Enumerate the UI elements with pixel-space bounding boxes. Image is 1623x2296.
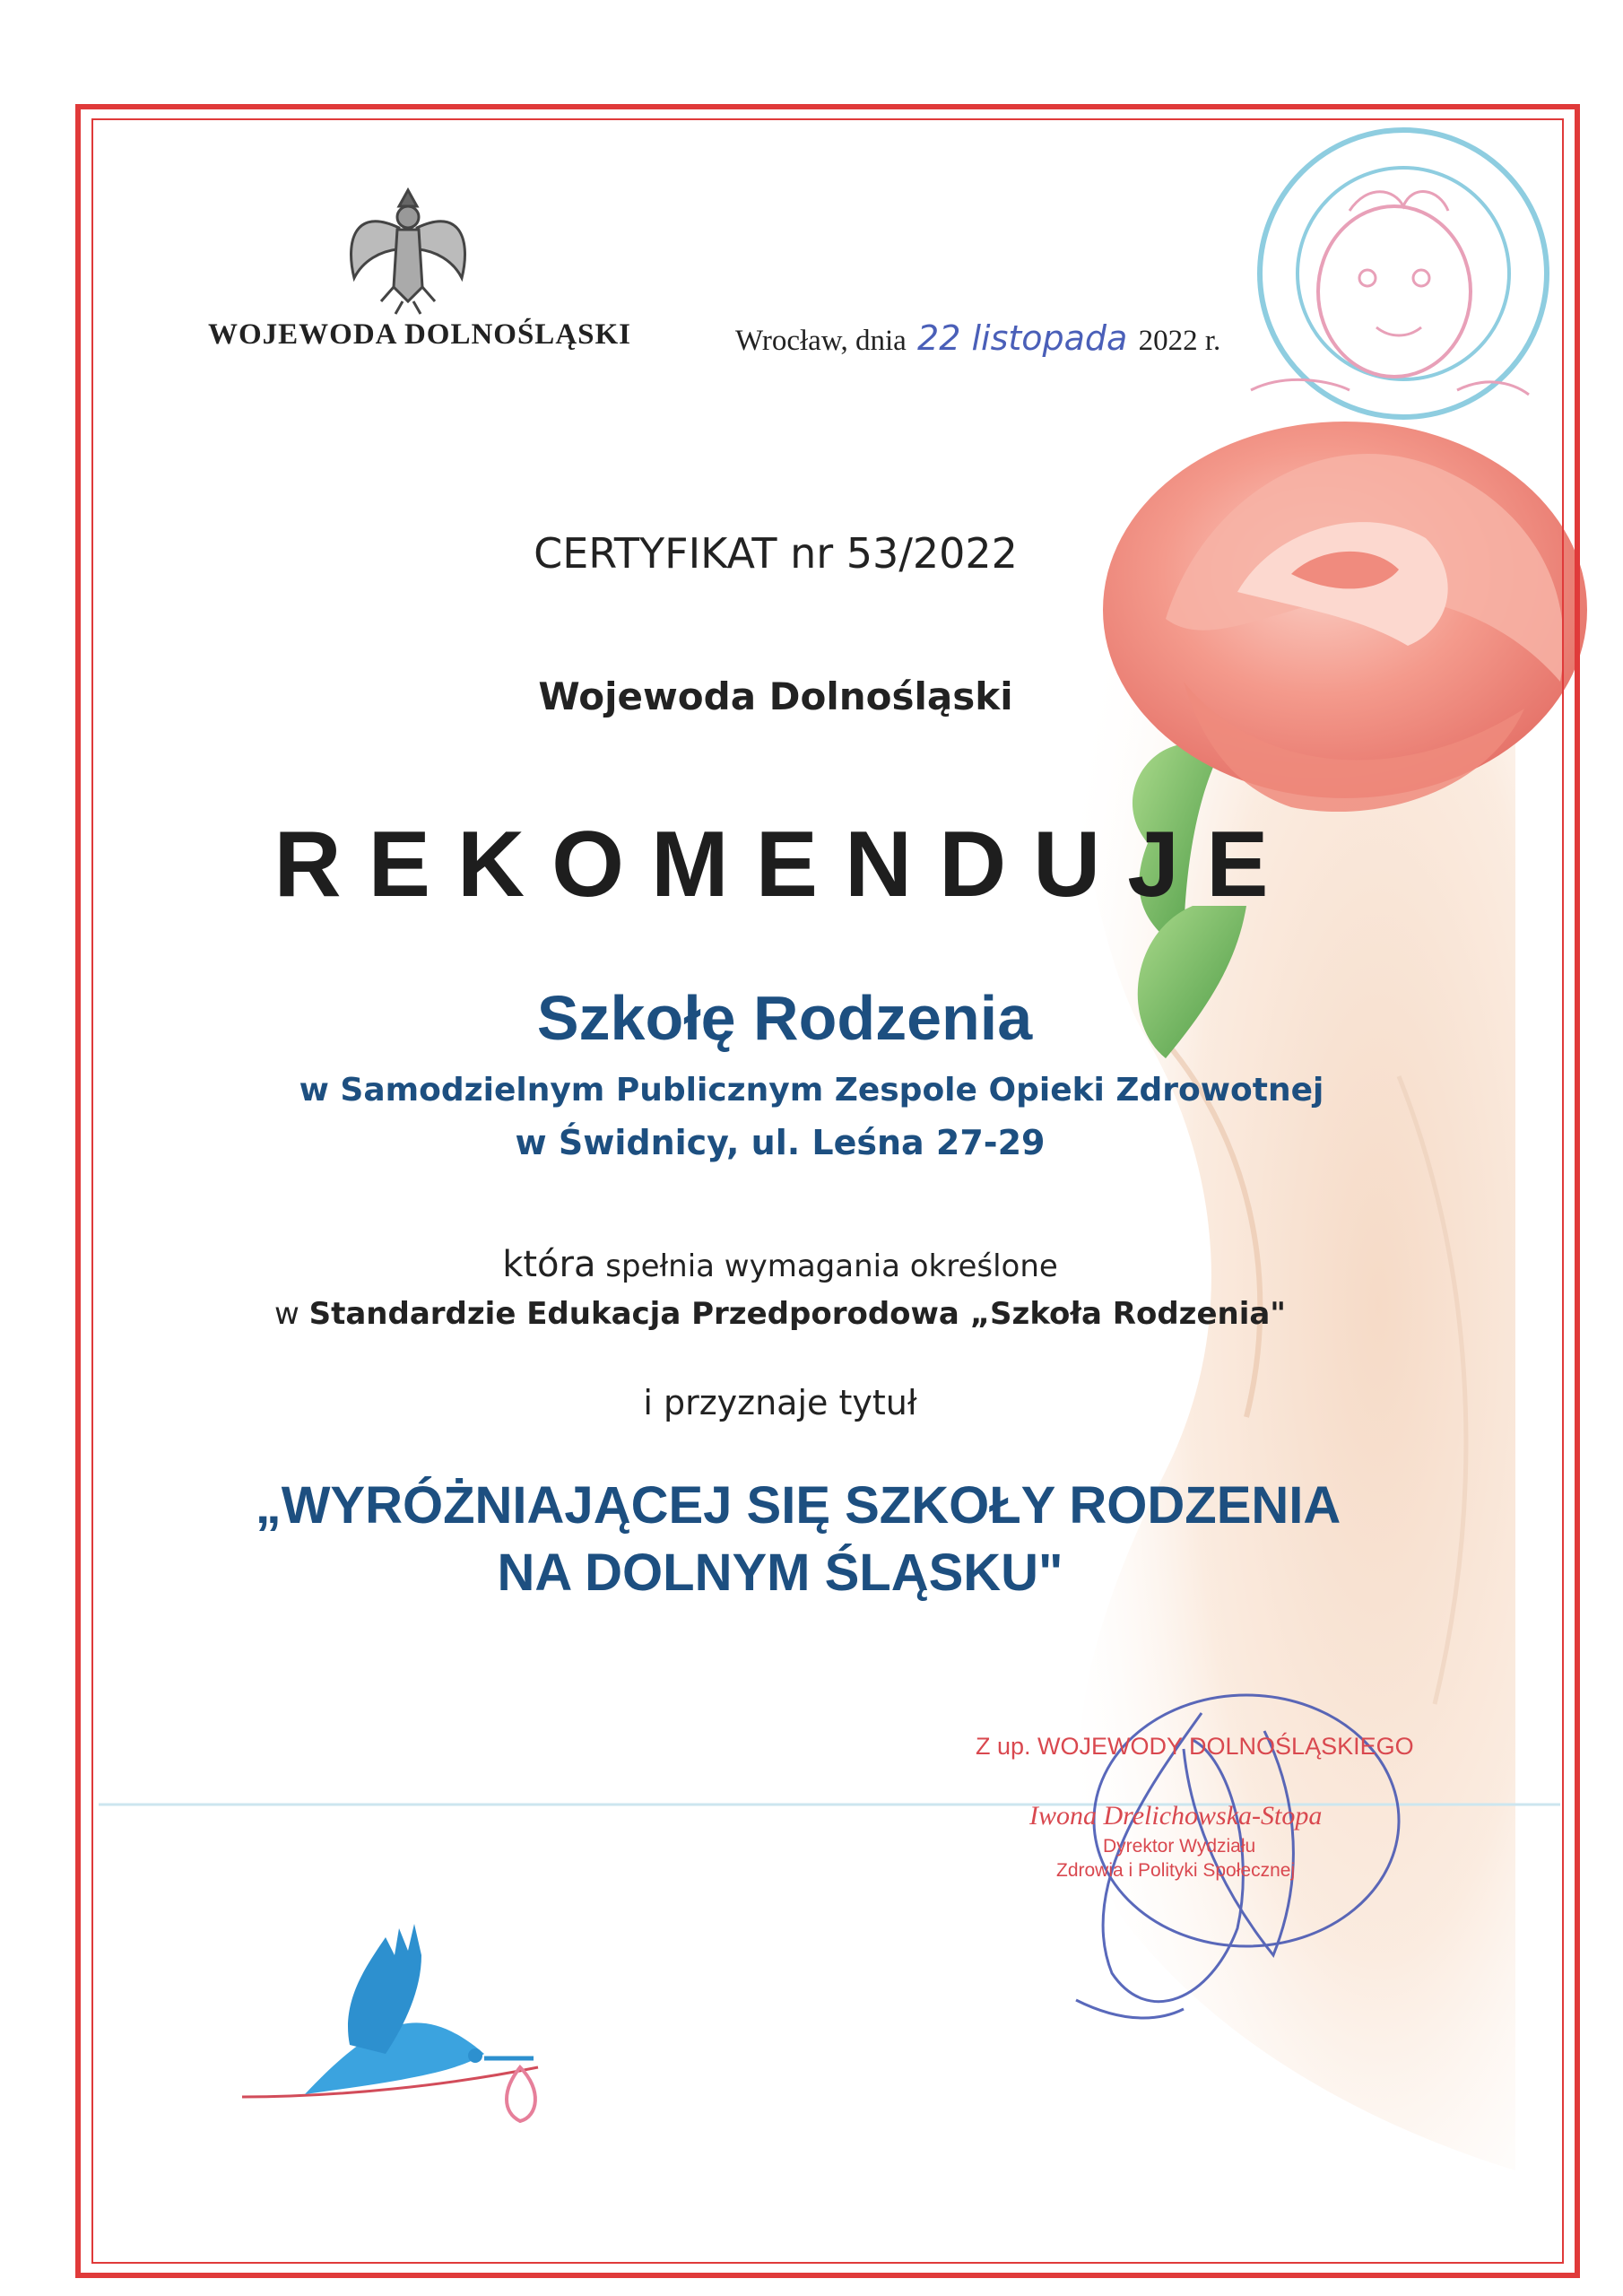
issuer-header: WOJEWODA DOLNOŚLĄSKI bbox=[208, 318, 632, 351]
standard-prefix: w bbox=[273, 1296, 309, 1332]
certificate-number: CERTYFIKAT nr 53/2022 bbox=[534, 529, 1018, 578]
signature-position-2: Zdrowia i Polityki Społecznej bbox=[1056, 1860, 1296, 1881]
signature-position-1: Dyrektor Wydziału bbox=[1103, 1836, 1256, 1857]
certificate-border-inner bbox=[91, 118, 1564, 2264]
institution-line-1: w Samodzielnym Publicznym Zespole Opieki Zdrowotnej bbox=[299, 1072, 1324, 1109]
date-year: 2022 r. bbox=[1138, 325, 1221, 357]
school-name: Szkołę Rodzenia bbox=[536, 983, 1033, 1053]
requirement-line bbox=[0, 1244, 1623, 1285]
award-title-line-2: NA DOLNYM ŚLĄSKU" bbox=[497, 1544, 1063, 1602]
grants-title-line: i przyznaje tytuł bbox=[643, 1383, 917, 1422]
recommends-heading: REKOMENDUJE bbox=[273, 813, 1296, 917]
standard-name: Standardzie Edukacja Przedporodowa „Szkoła Rodzenia" bbox=[308, 1296, 1287, 1332]
signature-name: Iwona Drelichowska-Stopa bbox=[1029, 1801, 1323, 1831]
institution-line-2: w Świdnicy, ul. Leśna 27-29 bbox=[515, 1123, 1046, 1162]
date-prefix: Wrocław, dnia bbox=[735, 325, 907, 357]
date-handwritten: 22 listopada bbox=[917, 318, 1128, 358]
date-line bbox=[735, 318, 1220, 358]
issuer-line: Wojewoda Dolnośląski bbox=[538, 674, 1013, 718]
standard-line bbox=[0, 1296, 1623, 1332]
signature-on-behalf: Z up. WOJEWODY DOLNOŚLĄSKIEGO bbox=[976, 1733, 1414, 1760]
award-title-line-1: „WYRÓŻNIAJĄCEJ SIĘ SZKOŁY RODZENIA bbox=[255, 1476, 1341, 1535]
requirement-which: która bbox=[502, 1244, 596, 1285]
requirement-text: spełnia wymagania określone bbox=[595, 1248, 1058, 1284]
